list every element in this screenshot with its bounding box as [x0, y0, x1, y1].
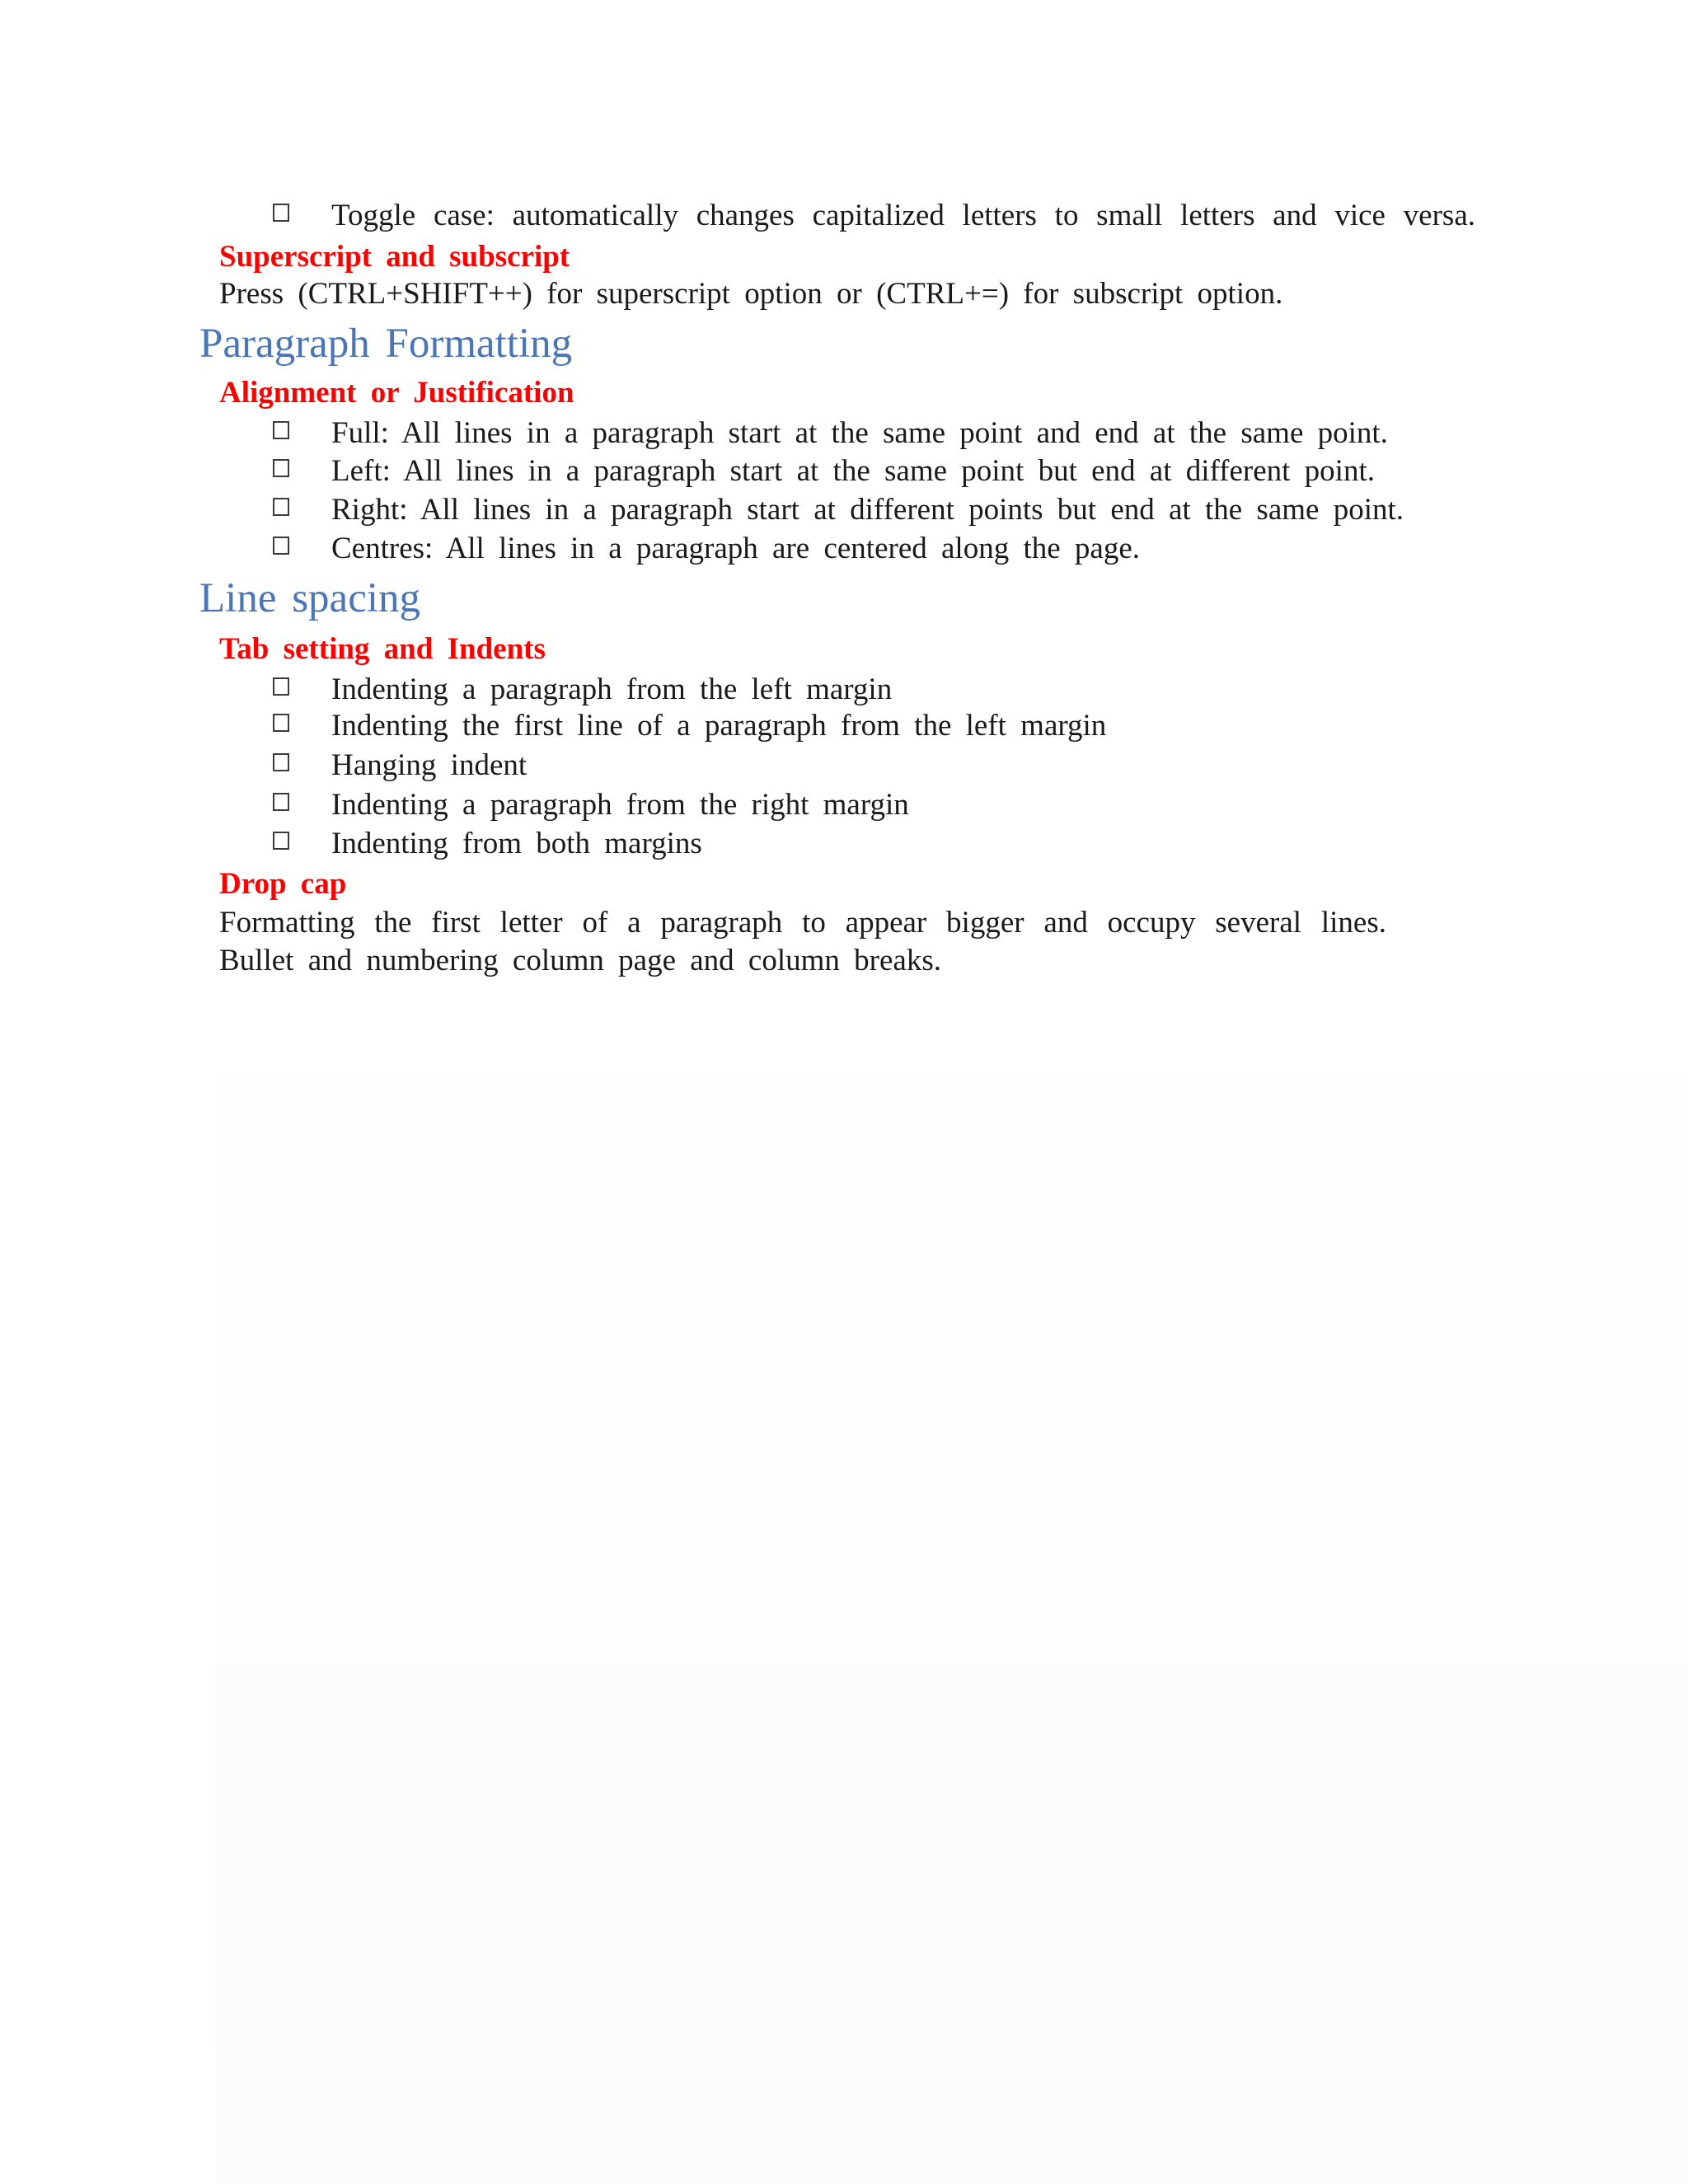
toggle-case-text: Toggle case: automatically changes capitalized letters to small letters and vice versa.: [331, 199, 1475, 232]
checkbox-bullet-icon: [273, 793, 289, 811]
indent-item-text: Indenting a paragraph from the right margin: [331, 788, 909, 822]
alignment-item-centres: [0, 533, 1688, 569]
indent-item: [0, 790, 1688, 826]
indent-item-text: Indenting a paragraph from the left margin: [331, 673, 893, 706]
indent-item-text: Indenting from both margins: [331, 827, 702, 860]
indent-item-text: Indenting the first line of a paragraph from the left margin: [331, 709, 1107, 743]
indent-item: [0, 828, 1688, 865]
indent-item: [0, 710, 1688, 747]
checkbox-bullet-icon: [273, 537, 289, 555]
line-spacing-heading: Line spacing: [199, 575, 420, 621]
alignment-item-text: Left: All lines in a paragraph start at the same point but end at different point.: [331, 454, 1375, 488]
toggle-case-item: [0, 200, 1688, 237]
checkbox-bullet-icon: [273, 498, 289, 516]
page-shade: [216, 956, 1688, 2184]
alignment-item-left: [0, 456, 1688, 492]
alignment-heading: Alignment or Justification: [219, 376, 574, 410]
indent-item: [0, 674, 1688, 710]
checkbox-bullet-icon: [273, 832, 289, 850]
indent-item-text: Hanging indent: [331, 748, 528, 782]
alignment-item-text: Right: All lines in a paragraph start at different points but end at the same point.: [331, 493, 1404, 527]
paragraph-formatting-heading: Paragraph Formatting: [199, 321, 573, 367]
alignment-item-right: [0, 494, 1688, 531]
drop-cap-line-1: Formatting the first letter of a paragraph to appear bigger and occupy several lines.: [219, 906, 1386, 940]
checkbox-bullet-icon: [273, 421, 289, 439]
alignment-item-text: Full: All lines in a paragraph start at the same point and end at the same point.: [331, 416, 1388, 450]
superscript-heading: Superscript and subscript: [219, 240, 570, 274]
alignment-item-full: [0, 418, 1688, 454]
tab-setting-heading: Tab setting and Indents: [219, 632, 546, 666]
drop-cap-line-2: Bullet and numbering column page and column breaks.: [219, 944, 941, 977]
checkbox-bullet-icon: [273, 714, 289, 732]
drop-cap-heading: Drop cap: [219, 867, 347, 901]
indent-item: [0, 750, 1688, 786]
alignment-item-text: Centres: All lines in a paragraph are centered along the page.: [331, 532, 1140, 565]
checkbox-bullet-icon: [273, 677, 289, 696]
checkbox-bullet-icon: [273, 753, 289, 771]
superscript-body: Press (CTRL+SHIFT++) for superscript option or (CTRL+=) for subscript option.: [219, 277, 1283, 311]
checkbox-bullet-icon: [273, 204, 289, 222]
checkbox-bullet-icon: [273, 459, 289, 477]
